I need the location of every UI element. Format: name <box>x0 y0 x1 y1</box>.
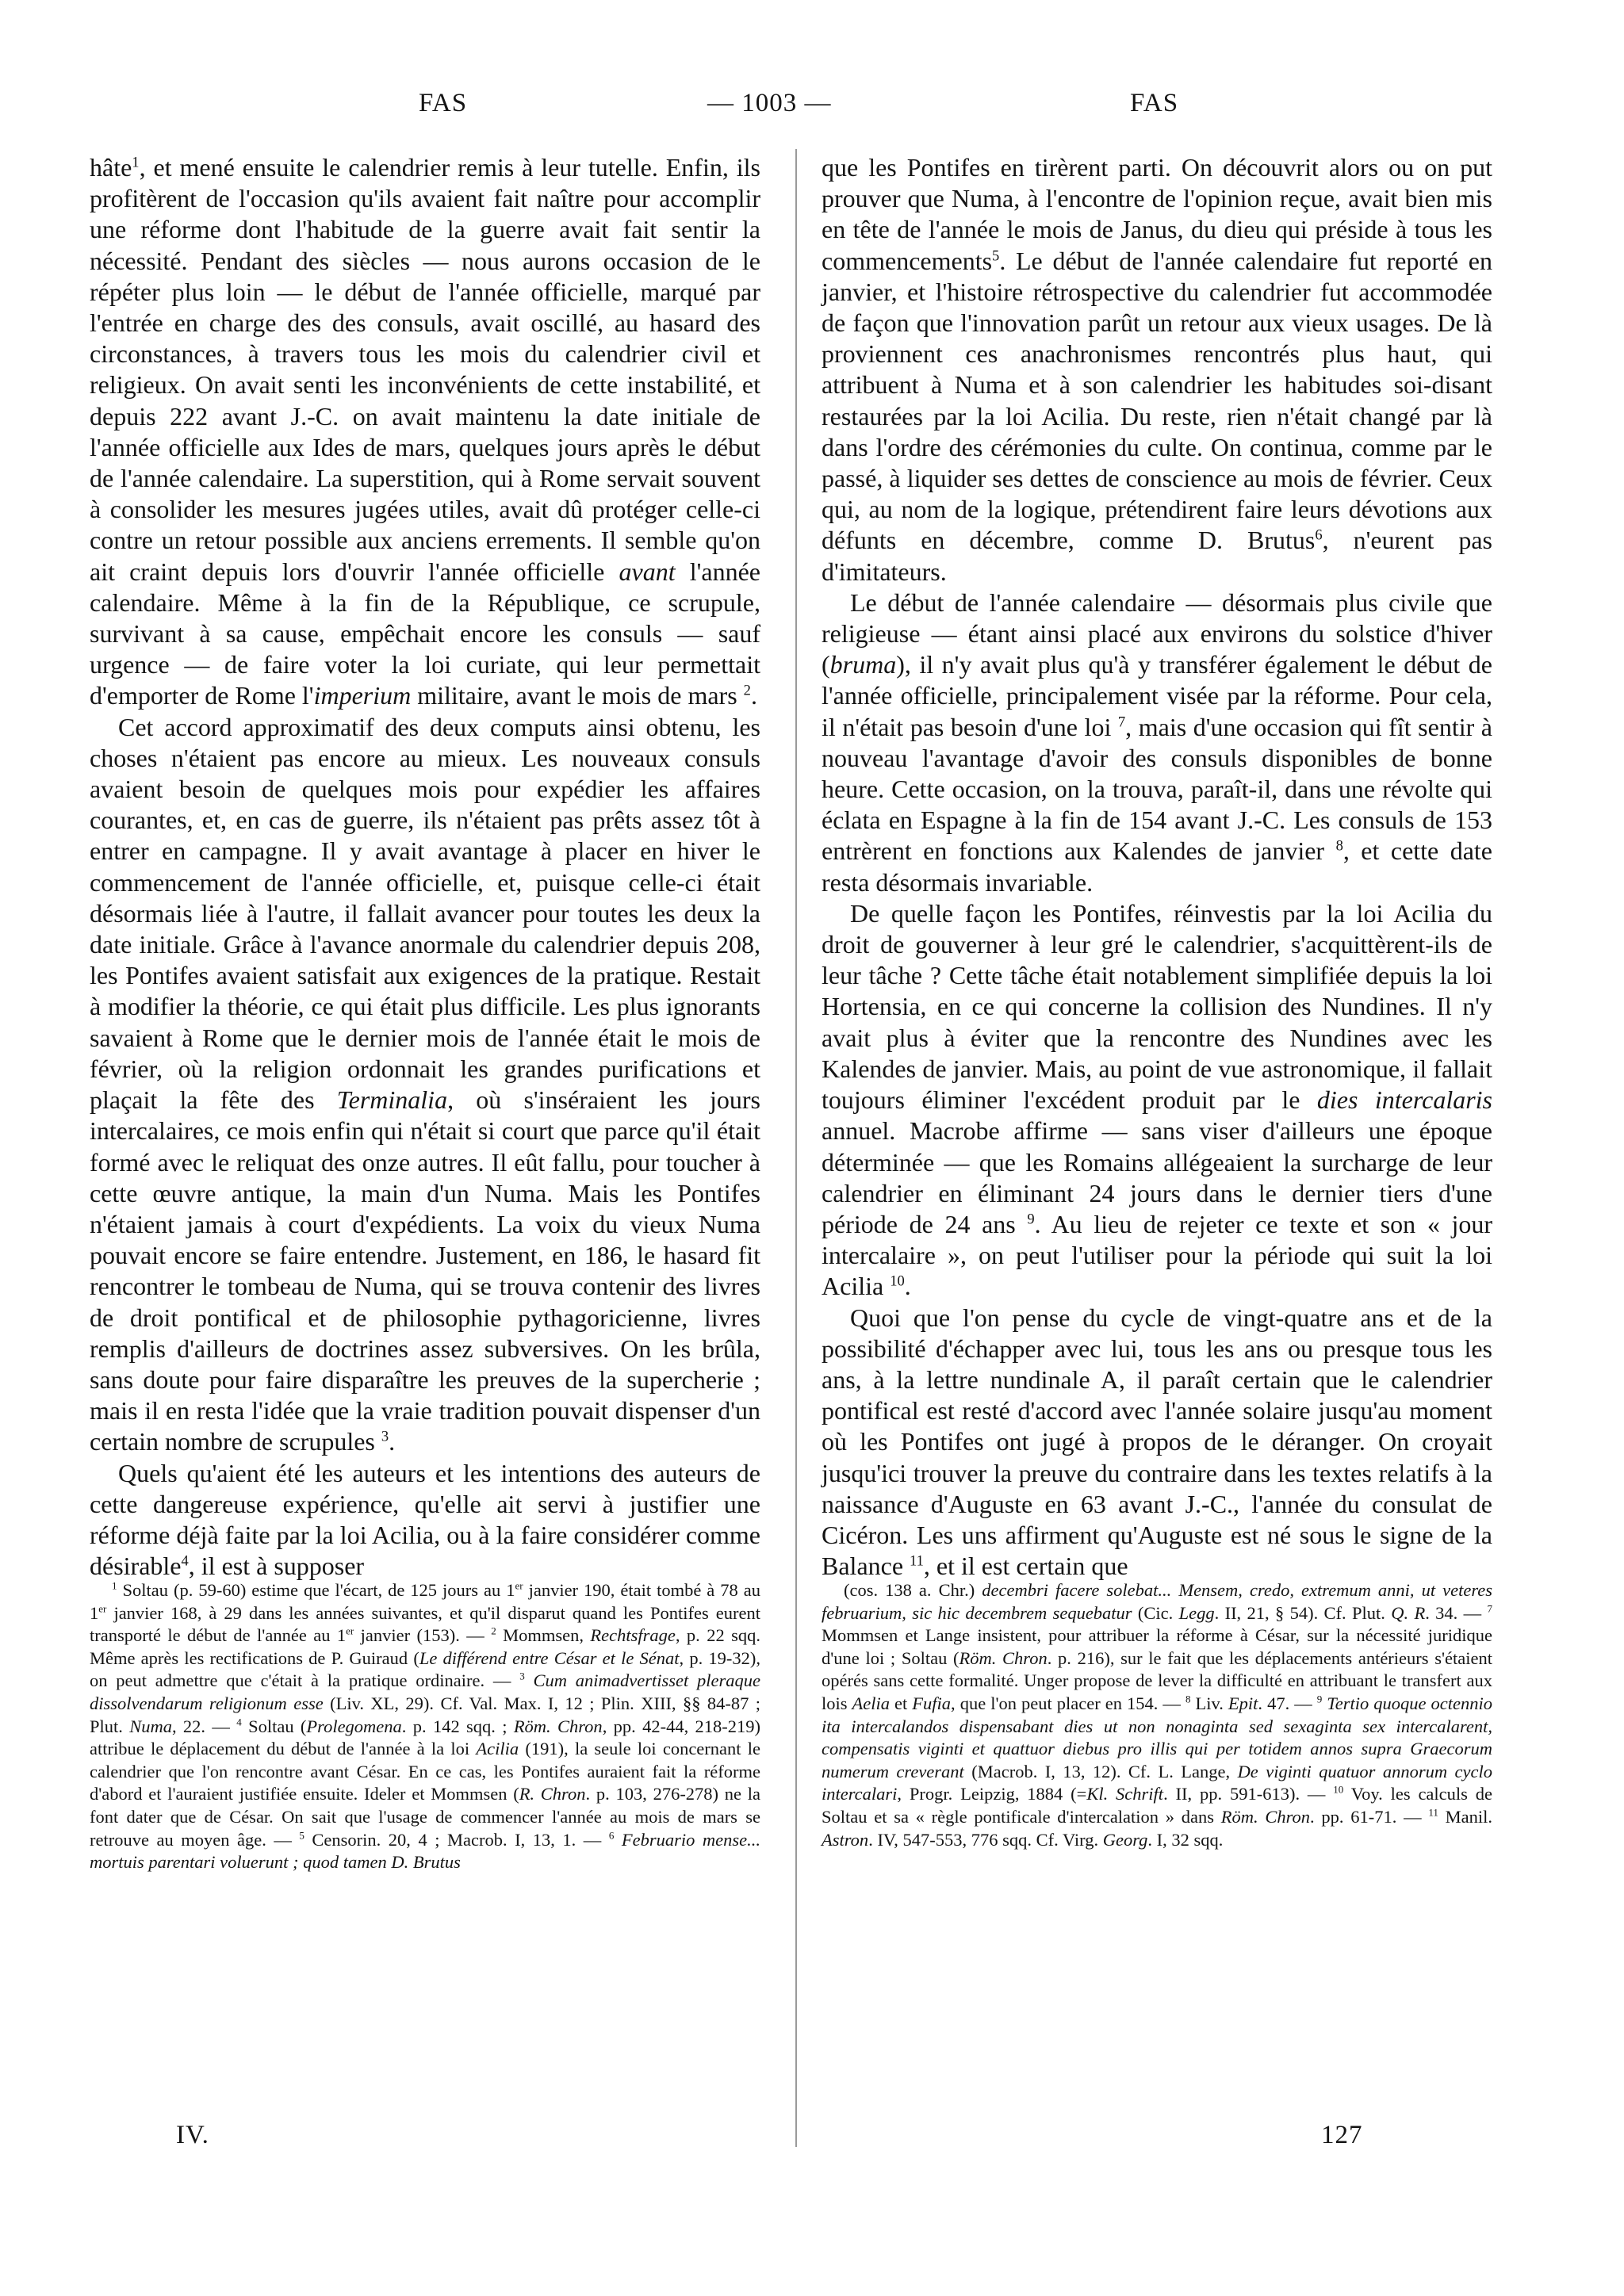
text-run: . IV, 547-553, 776 sqq. Cf. Virg. <box>868 1829 1103 1850</box>
text-run: , p. 19-32), on peut admettre que c'était à la pratique ordinaire. — <box>90 1647 760 1691</box>
note-reference: 3 <box>519 1670 525 1682</box>
text-run: l'année calendaire. Même à la fin de la République, ce scrupule, survivant à sa cause, empêchait encore les consuls — sauf urgence — de faire voter la loi curiate, qui leur permettait d'emporter de Rome l' <box>90 557 760 710</box>
text-run: , n'eurent pas d'imitateurs. <box>822 526 1493 586</box>
text-run: . <box>750 681 757 710</box>
text-run: janvier (153). — <box>354 1625 492 1646</box>
text-run: . <box>389 1427 396 1456</box>
page-number: — 1003 — <box>707 89 832 117</box>
paragraph <box>90 1458 760 1582</box>
note-reference: 4 <box>236 1716 242 1728</box>
text-run: et <box>890 1693 913 1713</box>
italic-text: avant <box>619 557 676 586</box>
text-run: ), il n'y avait plus qu'à y transférer également le début de l'année officielle, principalement visée par la réforme. Pour cela, il n'était pas besoin d'une loi <box>822 650 1492 741</box>
italic-text: Le différend entre César et le Sénat <box>419 1647 680 1668</box>
text-run: (191), la seule loi concernant le calendrier que l'on rencontre avant César. En ce cas, les Pontifes auraient fait la réforme d'abord et l'auraient justifiée ensuite. Ideler et Mommsen ( <box>90 1739 760 1804</box>
text-run: , que l'on peut placer en 154. — <box>951 1693 1185 1713</box>
folio-number: 127 <box>1321 2121 1363 2149</box>
text-run: Soltau (p. 59-60) estime que l'écart, de 125 jours au 1 <box>117 1580 515 1600</box>
text-run: Quels qu'aient été les auteurs et les intentions des auteurs de cette dangereuse expérience, qu'elle ait servi à justifier une réforme déjà faite par la loi Acilia, ou à la faire considérer comme désirable <box>90 1458 760 1581</box>
note-reference: 5 <box>992 247 1000 264</box>
note-reference: 11 <box>1428 1806 1438 1819</box>
footnote-block <box>822 1579 1492 1851</box>
paragraph <box>822 1303 1492 1582</box>
note-reference: 1 <box>132 154 140 171</box>
text-run: , où s'inséraient les jours intercalaires, ce mois enfin qui n'était si court que parce qu'il était formé avec le reliquat des onze autres. Il eût fallu, pour toucher à cette œuvre antique, la main d'un Numa. Mais les Pontifes n'étaient jamais à court d'expédients. La voix du vieux Numa pouvait encore se faire entendre. Justement, en 186, le hasard fit rencontrer le tombeau de Numa, qui se trouva contenir des livres de droit pontifical et de philosophie pythagoricienne, livres remplis d'ailleurs de doctrines assez subversives. On les brûla, sans doute pour faire disparaître les preuves de la supercherie ; mais il en resta l'idée que la vraie tradition pouvait dispenser d'un certain nombre de scrupules <box>90 1085 760 1456</box>
right-column-footnotes <box>822 1579 1492 1944</box>
text-run: annuel. Macrobe affirme — sans viser d'ailleurs une époque déterminée — que les Romains allégeaient la surcharge de leur calendrier en éliminant 24 jours dans le dernier tiers d'une période de 24 ans <box>822 1116 1492 1238</box>
italic-text: Prolegomena <box>306 1716 402 1736</box>
text-run: Quoi que l'on pense du cycle de vingt-quatre ans et de la possibilité d'échapper avec lui, tous les ans ou presque tous les ans, à la lettre nundinale A, il paraît certain que le calendrier pontifical est resté d'accord avec l'année solaire jusqu'au moment où les Pontifes ont jugé à propos de le déranger. On croyait jusqu'ici trouver la preuve du contraire dans les textes relatifs à la naissance d'Auguste en 63 avant J.-C., l'année du consulat de Cicéron. Les uns affirment qu'Auguste est né sous le signe de la Balance <box>822 1303 1492 1581</box>
text-run: Voy. les calculs de Soltau et sa « règle pontificale d'intercalation » dans <box>822 1784 1492 1827</box>
italic-text: Aelia <box>852 1693 891 1713</box>
text-run <box>525 1670 534 1690</box>
note-reference: 2 <box>743 682 751 699</box>
text-run: , et mené ensuite le calendrier remis à leur tutelle. Enfin, ils profitèrent de l'occasion qu'ils avaient fait naître pour accomplir une réforme dont l'habitude de la guerre avait fait sentir la nécessité. Pendant des siècles — nous aurons occasion de le répéter plus loin — le début de l'année officielle, marqué par l'entrée en charge des des consuls, avait oscillé, au hasard des circonstances, à travers tous les mois du calendrier civil et religieux. On avait senti les inconvénients de cette instabilité, et depuis 222 avant J.-C. on avait maintenu la date initiale de l'année officielle aux Ides de mars, quelques jours après le début de l'année calendaire. La superstition, qui à Rome servait souvent à consolider les mesures jugées utiles, avait dû protéger celle-ci contre un retour possible aux anciens errements. Il semble qu'on ait craint depuis lors d'ouvrir l'année officielle <box>90 153 760 586</box>
left-column-footnotes <box>90 1579 760 1944</box>
note-reference: 11 <box>910 1552 924 1570</box>
italic-text: Acilia <box>476 1739 519 1759</box>
text-run: . I, 32 sqq. <box>1147 1829 1224 1850</box>
running-head <box>0 89 1624 136</box>
italic-text: Astron <box>822 1829 869 1850</box>
text-run: Mommsen et Lange insistent, pour attribuer la réforme à César, sur la nécessité juridique d'une loi ; Soltau ( <box>822 1625 1492 1668</box>
italic-text: Tertio quoque octennio ita intercalandos dispensabant dies ut non nonaginta sed sexaginta sex intercalarent, compensatis viginti et quattuor diebus pro illis qui per totidem annos supra Graecorum numerum creverant <box>822 1693 1492 1781</box>
italic-text: Legg <box>1178 1602 1215 1623</box>
paragraph <box>822 898 1492 1303</box>
text-run: . p. 103, 276-278) ne la font dater que de César. On sait que l'usage de commencer l'année au mois de mars se retrouve au moyen âge. — <box>90 1784 760 1850</box>
note-reference: 9 <box>1027 1211 1035 1228</box>
note-reference: 6 <box>1315 526 1323 544</box>
italic-text: Numa <box>129 1716 172 1736</box>
paragraph <box>90 712 760 1458</box>
italic-text: R. Chron <box>519 1784 586 1804</box>
note-reference: 9 <box>1316 1693 1323 1705</box>
text-run: , 22. — <box>171 1716 237 1736</box>
text-run: . p. 216), sur le fait que les déplacements antérieurs s'étaient opérés sans cette formalité. Unger propose de lever la difficulté en attribuant le transfert aux lois <box>822 1647 1492 1713</box>
text-run: Manil. <box>1438 1806 1492 1827</box>
text-run <box>614 1830 622 1850</box>
note-reference: 8 <box>1335 837 1343 855</box>
signature-mark: IV. <box>176 2121 209 2149</box>
italic-text: imperium <box>313 681 412 710</box>
italic-text: Georg <box>1102 1829 1148 1850</box>
note-reference: 7 <box>1117 714 1126 730</box>
italic-text: Epit <box>1228 1693 1258 1713</box>
italic-text: Rechtsfrage <box>590 1625 676 1646</box>
note-reference: er <box>515 1579 523 1592</box>
italic-text: Kl. Schrift <box>1086 1784 1164 1804</box>
text-run: , mais d'une occasion qui fît sentir à nouveau l'avantage d'avoir des consuls disponibles de bonne heure. Cette occasion, on la trouva, paraît-il, dans une révolte qui éclata en Espagne à la fin de 154 avant J.-C. Les consuls de 153 entrèrent en fonctions aux Kalendes de janvier <box>822 712 1493 866</box>
note-reference: 3 <box>381 1428 389 1445</box>
text-run: Censorin. 20, 4 ; Macrob. I, 13, 1. — <box>304 1829 609 1850</box>
paragraph <box>90 152 760 712</box>
text-run: . II, 21, § 54). Cf. Plut. <box>1214 1602 1392 1623</box>
text-run: , et il est certain que <box>923 1552 1128 1581</box>
italic-text: Fufia <box>912 1693 952 1713</box>
italic-text: dies intercalaris <box>1316 1085 1493 1115</box>
text-run: . II, pp. 591-613). — <box>1163 1784 1334 1804</box>
text-run: . 47. — <box>1258 1693 1317 1713</box>
text-run: De quelle façon les Pontifes, réinvestis par la loi Acilia du droit de gouverner à leur gré le calendrier, s'acquittèrent-ils de leur tâche ? Cette tâche était notablement simplifiée depuis la loi Hortensia, en ce qui concerne la collision des Nundines. Il n'y avait plus à éviter que la rencontre des Nundines avec les Kalendes de janvier. Mais, au point de vue astronomique, il fallait toujours éliminer l'excédent produit par le <box>822 898 1492 1115</box>
running-head-left: FAS <box>419 89 468 117</box>
text-run: (cos. 138 a. Chr.) <box>844 1580 982 1600</box>
note-reference: er <box>98 1602 107 1615</box>
text-run: Cet accord approximatif des deux computs ainsi obtenu, les choses n'étaient pas encore au mieux. Les nouveaux consuls avaient besoin de quelques mois pour expédier les affaires courantes, et, en cas de guerre, ils n'étaient pas prêts assez tôt à entrer en campagne. Il y avait avantage à placer en hiver le commencement de l'année officielle, et, puisque celle-ci était désormais liée à l'autre, il fallait avancer pour toutes les deux la date initiale. Grâce à l'avance anormale du calendrier depuis 208, les Pontifes avaient satisfait aux exigences de la pratique. Restait à modifier la théorie, ce qui était plus difficile. Les plus ignorants savaient à Rome que le dernier mois de l'année était le mois de février, où la religion ordonnait les grandes purifications et plaçait la fête des <box>90 712 760 1115</box>
note-reference: 1 <box>112 1579 117 1592</box>
italic-text: Röm. Chron <box>513 1716 603 1736</box>
paragraph <box>822 587 1492 898</box>
note-reference: 10 <box>1333 1783 1344 1796</box>
left-column-body <box>90 152 760 1581</box>
text-run: . pp. 61-71. — <box>1310 1806 1429 1827</box>
text-run: , pp. 42-44, 218-219) attribue le déplacement du début de l'année à la loi <box>90 1716 761 1759</box>
text-run: Soltau ( <box>241 1716 307 1736</box>
running-head-right: FAS <box>1130 89 1179 117</box>
column-divider <box>795 149 797 2147</box>
italic-text: Röm. Chron <box>959 1647 1048 1668</box>
note-reference: 10 <box>890 1272 905 1290</box>
italic-text: bruma <box>829 650 897 679</box>
note-reference: 2 <box>491 1624 496 1637</box>
text-run: janvier 190, était tombé à 78 au 1 <box>90 1580 760 1623</box>
note-reference: 8 <box>1185 1693 1191 1705</box>
text-run: janvier 168, à 29 dans les années suivantes, et qu'il disparut quand les Pontifes eurent transporté le début de l'année au 1 <box>90 1602 760 1646</box>
italic-text: decembri facere solebat... Mensem, credo, extremum anni, ut veteres februarium, sic hic decembrem sequebatur <box>822 1580 1492 1623</box>
note-reference: 7 <box>1487 1602 1492 1615</box>
note-reference: 4 <box>181 1552 189 1570</box>
paragraph <box>822 152 1492 587</box>
italic-text: Februario mense... mortuis parentari voluerunt ; quod tamen D. Brutus <box>90 1829 760 1873</box>
text-run: (Cic. <box>1132 1602 1179 1623</box>
text-run: . Le début de l'année calendaire fut reporté en janvier, et l'histoire rétrospective du calendrier fut accommodée de façon que l'innovation parût un retour aux vieux usages. De là proviennent ces anachronismes rencontrés plus haut, qui attribuent à Numa et à son calendrier les habitudes soi-disant restaurées par la loi Acilia. Du reste, rien n'était changé par là dans l'ordre des cérémonies du culte. On continua, comme par le passé, à liquider ses dettes de conscience au mois de février. Ceux qui, au nom de la logique, prétendirent faire leurs dévotions aux défunts en décembre, comme D. Brutus <box>822 246 1492 555</box>
text-run: . Au lieu de rejeter ce texte et son « jour intercalaire », on peut l'utiliser pour la période qui suit la loi Acilia <box>822 1209 1493 1301</box>
text-run: (Macrob. I, 13, 12). Cf. L. Lange, <box>963 1761 1238 1781</box>
left-column <box>90 152 760 1944</box>
note-reference: er <box>346 1624 354 1637</box>
italic-text: Cum animadvertisset pleraque dissolvendarum religionum esse <box>90 1670 761 1713</box>
text-run: Le début de l'année calendaire — désormais plus civile que religieuse — étant ainsi placé aux environs du solstice d'hiver ( <box>822 587 1492 679</box>
text-run: Liv. <box>1190 1693 1228 1713</box>
text-run: . p. 142 sqq. ; <box>401 1716 514 1736</box>
text-run: , Progr. Leipzig, 1884 (= <box>897 1784 1087 1804</box>
text-run: (Liv. XL, 29). Cf. Val. Max. I, 12 ; Plin. XIII, §§ 84-87 ; Plut. <box>90 1693 761 1736</box>
note-reference: 6 <box>608 1829 615 1842</box>
text-run: . <box>904 1272 911 1301</box>
text-run: , et cette date resta désormais invariable. <box>822 836 1493 897</box>
text-run: . 34. — <box>1425 1602 1488 1623</box>
note-reference: 5 <box>299 1829 304 1842</box>
italic-text: De viginti quatuor annorum cyclo intercalari <box>822 1761 1492 1804</box>
italic-text: Terminalia <box>336 1085 448 1115</box>
italic-text: Röm. Chron <box>1220 1806 1311 1827</box>
right-column <box>822 152 1492 1944</box>
text-run: hâte <box>90 153 132 182</box>
text-run: que les Pontifes en tirèrent parti. On découvrit alors ou on put prouver que Numa, à l'encontre de l'opinion reçue, avait bien mis en tête de l'année le mois de Janus, du dieu qui préside à tous les commencements <box>822 153 1492 275</box>
text-run: , il est à supposer <box>188 1552 365 1581</box>
footnote-block <box>90 1579 760 1874</box>
text-run: Mommsen, <box>496 1625 591 1646</box>
right-column-body <box>822 152 1493 1581</box>
text-run: , p. 22 sqq. Même après les rectifications de P. Guiraud ( <box>90 1625 760 1668</box>
text-run: militaire, avant le mois de mars <box>411 681 744 710</box>
italic-text: Q. R <box>1391 1602 1426 1623</box>
